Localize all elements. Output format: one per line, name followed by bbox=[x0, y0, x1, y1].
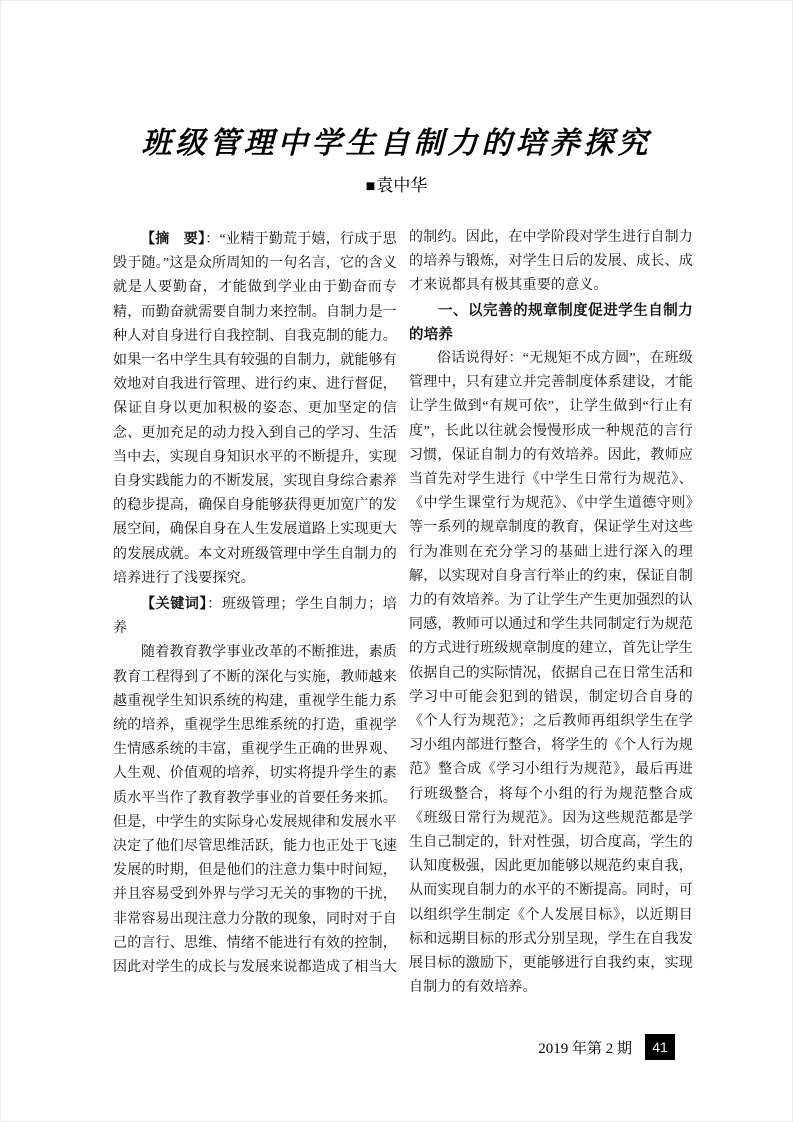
issue-info: 2019 年第 2 期 bbox=[538, 1040, 632, 1057]
author-line bbox=[0, 171, 793, 196]
intro-paragraph: 随着教育教学事业改革的不断推进，素质教育工程得到了不断的深化与实施，教师越来越重视学生知识系统的构建，重视学生能力系统的培养，重视学生思维系统的打造，重视学生情感系统的丰富，重视学生正确的世界观、人生观、价值观的培养，切实将提升学生的素质水平当作了教育教学事业的首要任务来抓。但是，中学生的实际身心发展规律和发展水平决定了他们尽管思维活跃，能力也正处于飞速发展的时期，但是他们的注意力集中时间短，并且容易受到外界与学习无关的事物的干扰，非常容易出现注意力分散的现象，同时对于自己的言行、思维、情绪不能进行有效的控制，因此对学生的成长与发展来说都造成了相当大 bbox=[113, 645, 397, 976]
page-number-badge: 41 bbox=[645, 1034, 675, 1060]
keywords-label: 【关键词】 bbox=[141, 595, 208, 612]
abstract-paragraph bbox=[113, 226, 397, 591]
section-1-heading: 一、以完善的规章制度促进学生自制力的培养 bbox=[409, 302, 693, 343]
keywords-text: ：班级管理；学生自制力；培养 bbox=[113, 597, 398, 637]
abstract-label: 【摘 要】 bbox=[141, 230, 206, 246]
article-title: 班级管理中学生自制力的培养探究 bbox=[141, 126, 652, 161]
intro-continuation-paragraph: 的制约。因此，在中学阶段对学生进行自制力的培养与锻炼，对学生日后的发展、成长、成才来说都具有极其重要的意义。 bbox=[409, 230, 693, 294]
keywords-paragraph bbox=[113, 591, 397, 641]
author-name: 袁中华 bbox=[376, 176, 428, 195]
right-column bbox=[409, 226, 693, 1001]
author-square-marker-icon: ■ bbox=[365, 178, 376, 195]
page-footer bbox=[538, 1034, 675, 1060]
two-column-body bbox=[113, 226, 693, 1001]
abstract-text: ：“业精于勤荒于嬉，行成于思毁于随。”这是众所周知的一句名言，它的含义就是人要勤奋，才能做到学业由于勤奋而专精，而勤奋就需要自制力来控制。自制力是一种人对自身进行自我控制、自我克制的能力。如果一名中学生具有较强的自制力，就能够有效地对自我进行管理、进行约束、进行督促，保证自身以更加积极的姿态、更加坚定的信念、更加充足的动力投入到自己的学习、生活当中去，实现自身知识水平的不断提升，实现自身实践能力的不断发展，实现自身综合素养的稳步提高，确保自身能够获得更加宽广的发展空间，确保自身在人生发展道路上实现更大的发展成就。本文对班级管理中学生自制力的培养进行了浅要探究。 bbox=[113, 232, 398, 586]
left-column bbox=[113, 226, 397, 1001]
section-1-body-paragraph: 俗话说得好：“无规矩不成方圆”，在班级管理中，只有建立并完善制度体系建设，才能让学生做到“有规可依”，让学生做到“行止有度”，长此以往就会慢慢形成一种规范的言行习惯，保证自制力的有效培养。因此，教师应当首先对学生进行《中学生日常行为规范》、《中学生课堂行为规范》、《中学生道德守则》等一系列的规章制度的教育，保证学生对这些行为准则在充分学习的基础上进行深入的理解，以实现对自身言行举止的约束，保证自制力的有效培养。为了让学生产生更加强烈的认同感，教师可以通过和学生共同制定行为规范的方式进行班级规章制度的建立，首先让学生依据自己的实际情况，依据自己在日常生活和学习中可能会犯到的错误，制定切合自身的《个人行为规范》；之后教师再组织学生在学习小组内部进行整合，将学生的《个人行为规范》整合成《学习小组行为规范》，最后再进行班级整合，将每个小组的行为规范整合成《班级日常行为规范》。因为这些规范都是学生自己制定的，针对性强，切合度高，学生的认知度极强，因此更加能够以规范约束自我，从而实现自制力的水平的不断提高。同时，可以组织学生制定《个人发展目标》，以近期目标和远期目标的形式分别呈现，学生在自我发展目标的激励下，更能够进行自我约束，实现自制力的有效培养。 bbox=[409, 351, 693, 996]
